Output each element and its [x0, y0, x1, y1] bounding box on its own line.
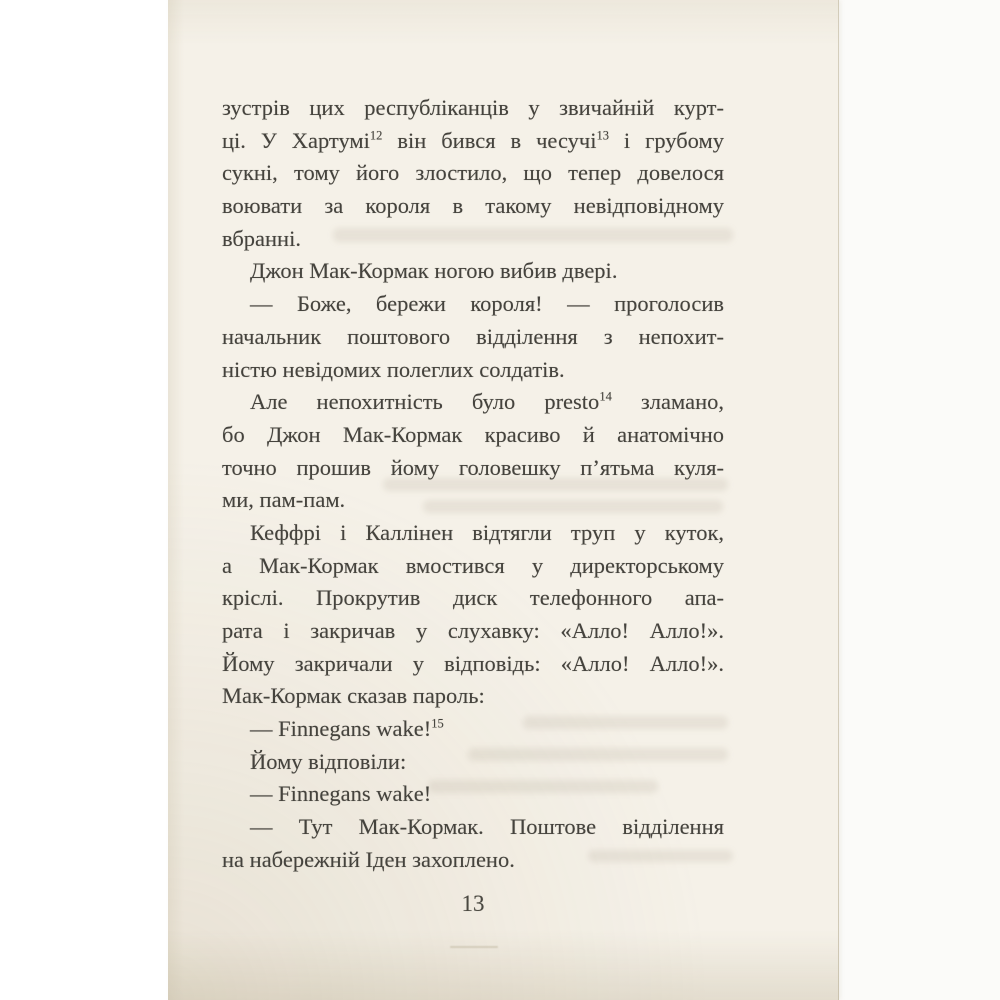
text-line: зустрів цих республіканців у звичайній курт-	[222, 95, 724, 120]
text-line: Йому закричали у відповідь: «Алло! Алло!».	[222, 650, 724, 676]
book-page	[168, 0, 839, 1000]
footnote-ref: 13	[596, 128, 609, 143]
text-line: кріслі. Прокрутив диск телефонного апа-	[222, 585, 724, 611]
text-line: точно прошив йому головешку п’ятьма куля-	[222, 454, 724, 480]
page-number: 13	[461, 891, 485, 916]
text-line: — Finnegans wake!$^{15}$	[250, 716, 444, 742]
footnote-ref: 15	[431, 716, 444, 731]
text-line: бо Джон Мак-Кормак красиво й анатомічно	[222, 421, 724, 447]
text-line: начальник поштового відділення з непохит-	[222, 323, 724, 349]
text-line: рата і закричав у слухавку: «Алло! Алло!».	[222, 618, 724, 643]
footnote-ref: 14	[599, 389, 612, 404]
text-line: воювати за короля в такому невідповідному	[222, 193, 724, 219]
text-line: Джон Мак-Кормак ногою вибив двері.	[250, 258, 618, 284]
footnote-ref: 12	[369, 128, 383, 143]
text-line: на набережній Іден захоплено.	[222, 846, 515, 872]
text-line: а Мак-Кормак вмостився у директорському	[222, 552, 724, 578]
text-line: Кеффрі і Каллінен відтягли труп у куток,	[250, 519, 724, 545]
text-line: Йому відповіли:	[250, 748, 407, 774]
text-line: ці. У Хартумі$^{12}$ він бився в чесучі$^{13}$ і грубому	[222, 127, 724, 153]
text-line: — Боже, бережи короля! — проголосив	[250, 291, 724, 317]
text-line: вбранні.	[222, 225, 301, 251]
text-block	[222, 92, 724, 877]
text-line: Мак-Кормак сказав пароль:	[222, 683, 485, 709]
text-line: сукні, тому його злостило, що тепер довелося	[222, 160, 724, 186]
text-line: ністю невідомих полеглих солдатів.	[222, 356, 565, 382]
text-line: — Finnegans wake!	[250, 781, 432, 807]
footer-rule-mark	[450, 946, 498, 948]
text-line: ми, пам-пам.	[222, 487, 346, 513]
text-line: — Тут Мак-Кормак. Поштове відділення	[250, 814, 724, 840]
text-line: Але непохитність було presto$^{14}$ зламано,	[250, 389, 724, 415]
